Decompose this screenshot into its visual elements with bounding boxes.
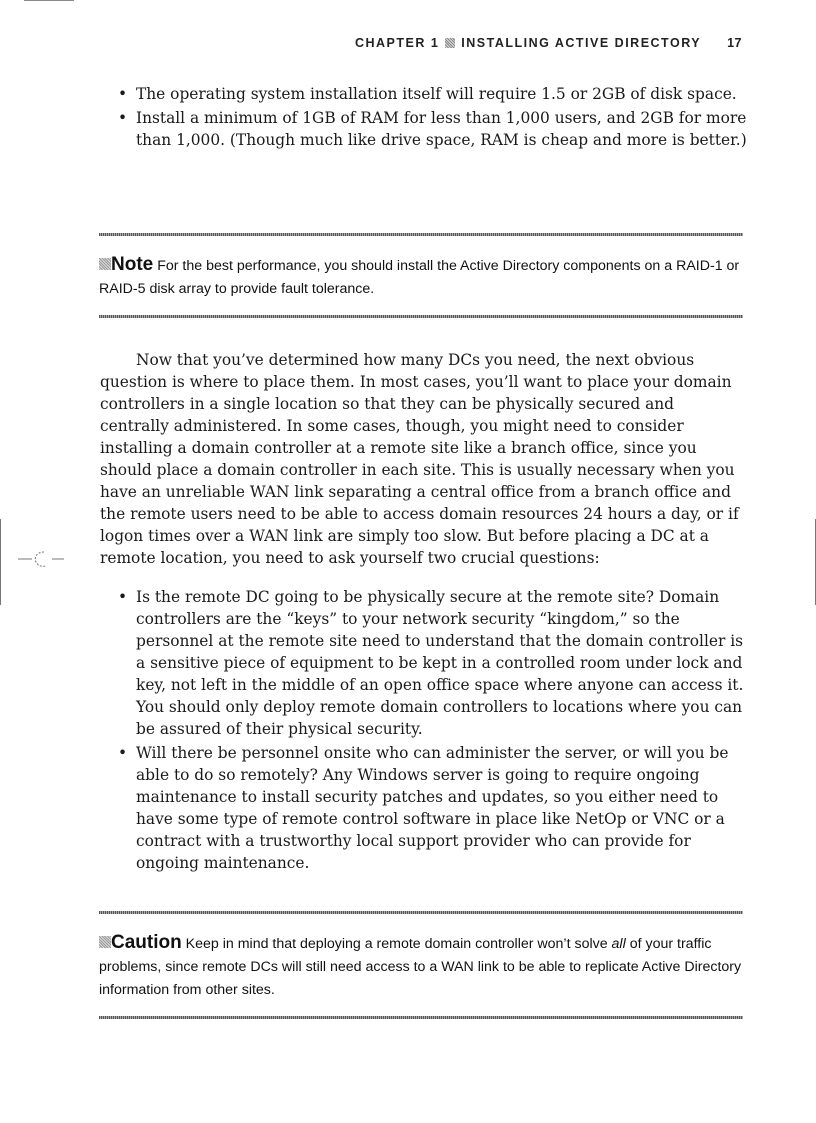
top-edge-line: [24, 0, 74, 1]
list-item: • Is the remote DC going to be physically secure at the remote site? Domain controllers are the “keys” to your network security “kingdom,” so the personnel at the remote site need to understand that the domain controller is a sensitive piece of equipment to be kept in a controlled room under lock and key, not left in the middle of an open office space where anyone can access it. You should only deploy remote domain controllers to locations where you can be assured of their physical security.: [118, 586, 748, 740]
caution-box: [99, 911, 743, 1019]
caution-label: Caution: [111, 932, 182, 953]
header-square-icon: [445, 38, 455, 48]
note-square-icon: [99, 258, 111, 270]
caution-emphasis: all: [611, 936, 626, 952]
note-label: Note: [111, 254, 154, 275]
margin-tick-left: [0, 519, 1, 605]
margin-crop-icon: [18, 548, 64, 570]
bullet-list-bottom: [118, 586, 748, 876]
body-paragraph: Now that you’ve determined how many DCs you need, the next obvious question is where to place them. In most cases, you’ll want to place your domain controllers in a single location so that they can be physically secured and centrally administered. In some cases, though, you might need to consider installing a domain controller at a remote site like a branch office, since you should place a domain controller in each site. This is usually necessary when you have an unreliable WAN link separating a central office from a branch office and the remote users need to be able to access domain resources 24 hours a day, or if logon times over a WAN link are simply too slow. But before placing a DC at a remote location, you need to ask yourself two crucial questions:: [100, 351, 739, 567]
divider: [99, 315, 743, 318]
chapter-title: INSTALLING ACTIVE DIRECTORY: [461, 36, 702, 50]
list-item: • The operating system installation itself will require 1.5 or 2GB of disk space.: [118, 83, 748, 105]
note-text: For the best performance, you should install the Active Directory components on a RAID-1 or RAID-5 disk array to provide fault tolerance.: [99, 258, 740, 297]
caution-text-cont: of your traffic problems, since remote DCs will still need access to a WAN link to be able to replicate Active Directory information from other sites.: [99, 936, 742, 998]
chapter-label: CHAPTER 1: [354, 36, 440, 50]
page-number: 17: [727, 36, 742, 50]
bullet-list-top: [118, 83, 748, 153]
caution-text: Keep in mind that deploying a remote domain controller won’t solve: [185, 936, 608, 952]
running-header: [355, 36, 742, 50]
note-box: [99, 233, 743, 318]
list-item: • Will there be personnel onsite who can administer the server, or will you be able to do so remotely? Any Windows server is going to require ongoing maintenance to install security patches and updates, so you either need to have some type of remote control software in place like NetOp or VNC or a contract with a trustworthy local support provider who can provide for ongoing maintenance.: [118, 742, 748, 874]
caution-square-icon: [99, 936, 111, 948]
divider: [99, 1016, 743, 1019]
list-item: • Install a minimum of 1GB of RAM for less than 1,000 users, and 2GB for more than 1,000. (Though much like drive space, RAM is cheap and more is better.): [118, 107, 748, 151]
